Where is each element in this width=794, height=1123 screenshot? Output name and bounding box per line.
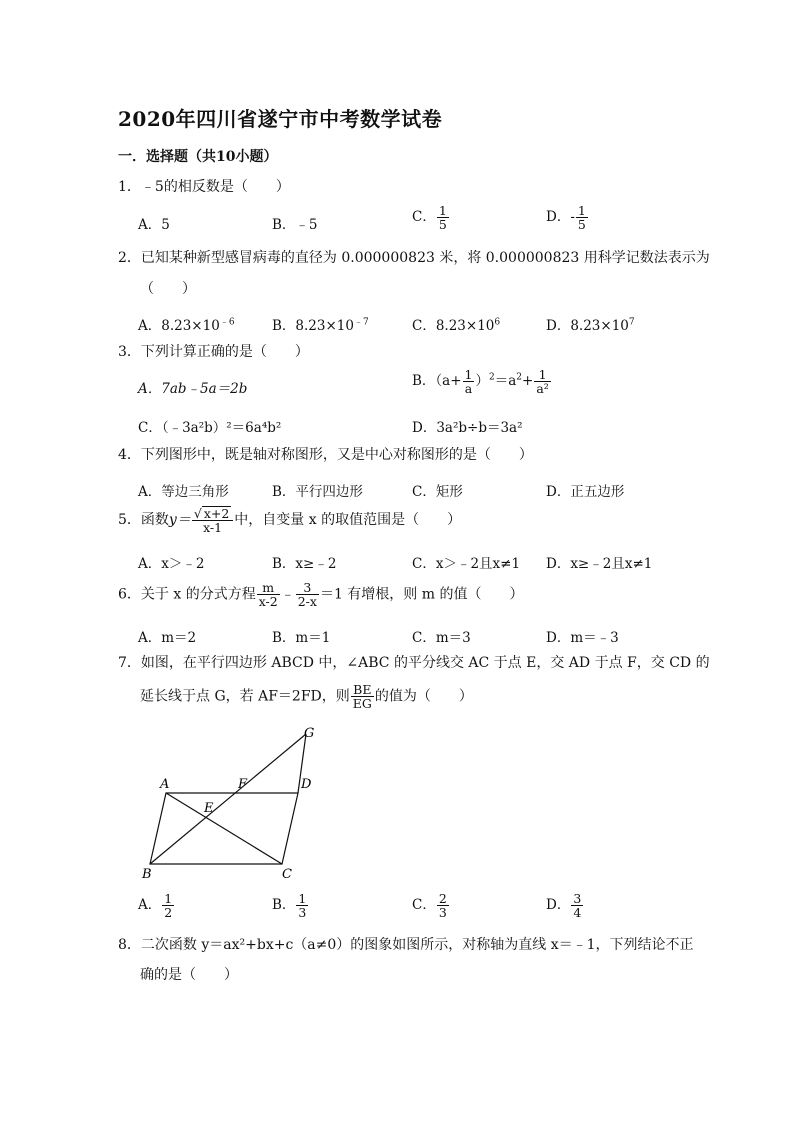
option-prefix: C．	[412, 209, 436, 226]
q1-option-a: A．5	[138, 217, 170, 233]
exponent: 6	[494, 317, 501, 328]
question-2-stem: 2．已知某种新型感冒病毒的直径为 0.000000823 米，将 0.000000823 用科学记数法表示为	[118, 250, 710, 266]
question-5-stem	[118, 506, 461, 534]
bisector-bg	[150, 734, 306, 864]
stem-text: 中，自变量 x 的取值范围是（ ）	[234, 512, 462, 529]
stem-text: 6．关于 x 的分式方程	[118, 586, 256, 603]
paren-close: ）	[475, 373, 489, 390]
q2-option-c	[412, 314, 500, 334]
fraction	[437, 204, 449, 231]
question-2-stem-cont: （ ）	[140, 281, 196, 297]
question-3-stem: 3．下列计算正确的是（ ）	[118, 344, 309, 360]
question-6-stem	[118, 581, 524, 608]
fraction	[257, 581, 280, 608]
q4-option-c: C．矩形	[412, 484, 463, 500]
q2-option-d	[546, 314, 635, 334]
numerator: √ x+2	[192, 506, 233, 521]
sign: -	[570, 209, 575, 226]
fraction	[192, 506, 233, 534]
q6-option-d: D．m＝﹣3	[546, 630, 619, 646]
numerator: 2	[438, 891, 447, 906]
fraction	[351, 683, 374, 710]
q3-option-b	[412, 368, 552, 395]
option-prefix: C．	[412, 897, 436, 914]
q3-option-a: A．7ab﹣5a＝2b	[138, 381, 248, 397]
denominator: 3	[438, 905, 447, 921]
diagonal-ac	[166, 793, 282, 864]
option-prefix: B．（a+	[412, 373, 462, 390]
q1-option-c	[412, 204, 450, 231]
option-prefix: D．	[546, 209, 571, 226]
label-a: A	[160, 777, 170, 792]
fraction	[576, 204, 588, 231]
exponent: 7	[628, 317, 635, 328]
denominator: EG	[352, 696, 372, 712]
stem-text: 延长线于点 G，若 AF＝2FD，则	[140, 688, 350, 705]
q4-option-d: D．正五边形	[546, 484, 625, 500]
q7-option-c	[412, 892, 450, 919]
q5-option-c: C．x＞﹣2且x≠1	[412, 556, 521, 572]
numerator: BE	[351, 683, 374, 697]
option-prefix: D．	[546, 897, 571, 914]
label-f: F	[238, 777, 248, 792]
label-e: E	[204, 801, 214, 816]
option-prefix: A．	[138, 897, 162, 914]
label-g: G	[304, 726, 315, 741]
q3-option-c: C．（﹣3a²b）²＝6a⁴b²	[138, 420, 282, 436]
minus: ﹣	[280, 586, 295, 603]
option-prefix: B．	[272, 897, 296, 914]
q4-option-b: B．平行四边形	[272, 484, 363, 500]
option-text: A．8.23×10	[138, 318, 220, 334]
denominator: 2	[164, 905, 173, 921]
fraction	[571, 892, 583, 919]
q5-option-a: A．x＞﹣2	[138, 556, 205, 572]
q6-option-a: A．m＝2	[138, 630, 197, 646]
q1-option-b: B．﹣5	[272, 217, 318, 233]
option-text: B．8.23×10	[272, 318, 354, 334]
question-7-stem: 7．如图，在平行四边形 ABCD 中，∠ABC 的平分线交 AC 于点 E，交 AD 于点 F，交 CD 的	[118, 655, 710, 671]
option-text: C．8.23×10	[412, 318, 495, 334]
q3-option-d: D．3a²b÷b＝3a²	[412, 420, 523, 436]
exponent: 2	[516, 372, 523, 383]
q2-option-b	[272, 314, 369, 334]
numerator: 1	[534, 368, 550, 382]
exponent: ﹣7	[353, 317, 369, 328]
denominator: a	[464, 381, 473, 397]
stem-text: 5．函数	[118, 512, 169, 529]
denominator: x-1	[203, 520, 223, 536]
denominator: 3	[298, 905, 307, 921]
denominator: 4	[573, 905, 582, 921]
numerator: 1	[164, 891, 173, 906]
q1-option-d	[546, 204, 589, 231]
numerator: 3	[573, 891, 582, 906]
stem-text: 的值为（ ）	[374, 688, 473, 705]
equals: ＝a	[494, 373, 517, 390]
denominator: a²	[536, 381, 549, 397]
numerator: 1	[298, 891, 307, 906]
fraction	[463, 368, 475, 395]
q6-option-b: B．m＝1	[272, 630, 331, 646]
label-d: D	[301, 777, 312, 792]
numerator: 1	[577, 203, 586, 218]
function-name: y＝	[168, 512, 191, 529]
q5-option-d: D．x≥﹣2且x≠1	[546, 556, 653, 572]
q5-option-b: B．x≥﹣2	[272, 556, 337, 572]
q7-option-a	[138, 892, 175, 919]
q4-option-a: A．等边三角形	[138, 484, 229, 500]
label-b: B	[142, 867, 152, 882]
page-title: 2020年四川省遂宁市中考数学试卷	[118, 107, 443, 131]
q6-option-c: C．m＝3	[412, 630, 471, 646]
numerator: 3	[296, 581, 319, 595]
denominator: 5	[438, 217, 447, 233]
stem-text: ＝1 有增根，则 m 的值（ ）	[319, 586, 524, 603]
denominator: 2-x	[297, 594, 317, 610]
exponent: 2	[488, 372, 495, 383]
question-7-stem-cont	[140, 683, 473, 710]
denominator: x-2	[258, 594, 278, 610]
numerator: m	[257, 581, 280, 595]
section-heading: 一．选择题（共10小题）	[118, 149, 278, 165]
q7-option-d	[546, 892, 584, 919]
radicand: x+2	[203, 506, 230, 521]
numerator: 1	[464, 367, 473, 382]
question-4-stem: 4．下列图形中，既是轴对称图形，又是中心对称图形的是（ ）	[118, 447, 533, 463]
option-text: D．8.23×10	[546, 318, 629, 334]
q2-option-a	[138, 314, 235, 334]
parallelogram-figure	[130, 720, 340, 885]
q7-option-b	[272, 892, 309, 919]
exponent: ﹣6	[219, 317, 235, 328]
denominator: 5	[577, 217, 586, 233]
fraction	[296, 581, 319, 608]
question-8-stem-cont: 确的是（ ）	[140, 967, 238, 983]
label-c: C	[282, 867, 292, 882]
fraction	[296, 892, 308, 919]
fraction	[437, 892, 449, 919]
fraction	[534, 368, 550, 395]
question-8-stem: 8．二次函数 y＝ax²+bx+c（a≠0）的图象如图所示，对称轴为直线 x＝﹣1，下列结论不正	[118, 937, 694, 953]
fraction	[162, 892, 174, 919]
numerator: 1	[438, 203, 447, 218]
question-1-stem: 1．﹣5的相反数是（ ）	[118, 179, 290, 195]
plus: +	[522, 373, 534, 390]
